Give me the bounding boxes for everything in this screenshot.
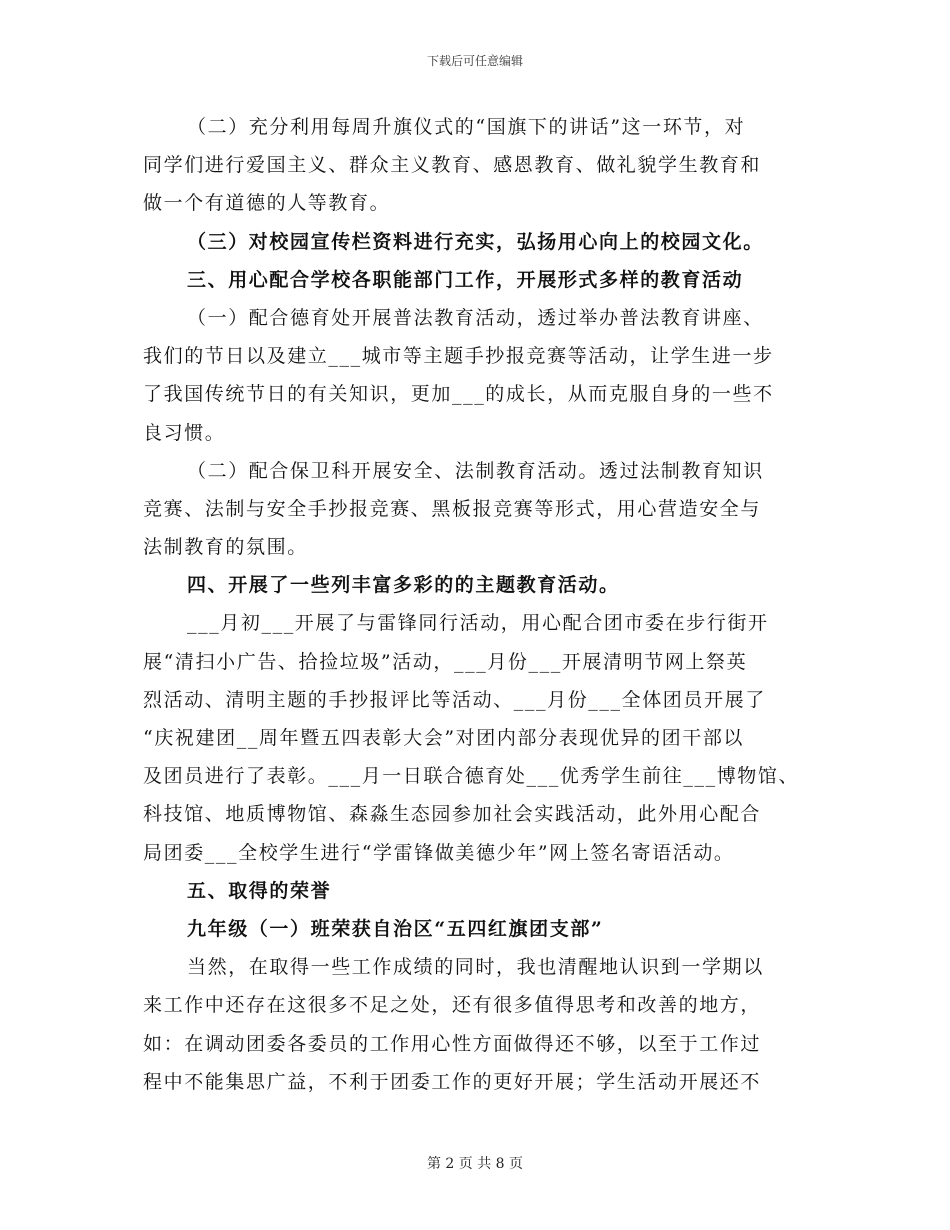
paragraph-line: 良习惯。 (143, 421, 226, 444)
paragraph-line: 当然，在取得一些工作成绩的同时，我也清醒地认识到一学期以 (187, 956, 764, 979)
page-number: 第 2 页 共 8 页 (426, 1156, 524, 1172)
paragraph-line: （一）配合德育处开展普法教育活动，透过举办普法教育讲座、 (187, 306, 764, 329)
paragraph-line: 竞赛、法制与安全手抄报竞赛、黑板报竞赛等形式，用心营造安全与 (143, 497, 762, 520)
paragraph-line: 我们的节日以及建立___城市等主题手抄报竞赛等活动，让学生进一步 (143, 345, 774, 368)
paragraph-line: ___月初___开展了与雷锋同行活动，用心配合团市委在步行街开 (187, 612, 769, 635)
paragraph-line: 如：在调动团委各委员的工作用心性方面做得还不够，以至于工作过 (143, 1032, 762, 1055)
page-header: 下载后可任意编辑 (426, 54, 523, 68)
paragraph-line: 烈活动、清明主题的手抄报评比等活动、___月份___全体团员开展了 (143, 688, 766, 711)
section-heading: 五、取得的荣誉 (187, 879, 332, 902)
paragraph-line: 来工作中还存在这很多不足之处，还有很多值得思考和改善的地方， (143, 994, 762, 1017)
paragraph-line: 法制教育的氛围。 (143, 536, 308, 559)
paragraph-line: 及团员进行了表彰。___月一日联合德育处___优秀学生前往___博物馆、 (143, 765, 800, 788)
section-heading: 四、开展了一些列丰富多彩的的主题教育活动。 (187, 574, 620, 597)
document-body (143, 108, 823, 1101)
paragraph-line: “庆祝建团__周年暨五四表彰大会”对团内部分表现优异的团干部以 (143, 727, 745, 749)
paragraph-line: 了我国传统节日的有关知识，更加___的成长，从而克服自身的一些不 (143, 383, 774, 406)
paragraph-line: 程中不能集思广益，不利于团委工作的更好开展；学生活动开展还不 (143, 1070, 762, 1093)
paragraph-line: 科技馆、地质博物馆、森淼生态园参加社会实践活动，此外用心配合 (143, 803, 762, 826)
section-heading: 三、用心配合学校各职能部门工作，开展形式多样的教育活动 (187, 268, 744, 291)
paragraph-line: 同学们进行爱国主义、群众主义教育、感恩教育、做礼貌学生教育和 (143, 154, 762, 177)
paragraph-line: 局团委___全校学生进行“学雷锋做美德少年”网上签名寄语活动。 (143, 841, 735, 864)
paragraph-line: 展“清扫小广告、拾捡垃圾”活动，___月份___开展清明节网上祭英 (143, 650, 748, 673)
paragraph-line: （二）配合保卫科开展安全、法制教育活动。透过法制教育知识 (187, 459, 764, 482)
paragraph-line: 做一个有道德的人等教育。 (143, 192, 391, 215)
honor-line: 九年级（一）班荣获自治区“五四红旗团支部” (187, 917, 604, 940)
subsection-heading: （三）对校园宣传栏资料进行充实，弘扬用心向上的校园文化。 (187, 230, 764, 253)
paragraph-line: （二）充分利用每周升旗仪式的“国旗下的讲话”这一环节，对 (187, 116, 746, 138)
